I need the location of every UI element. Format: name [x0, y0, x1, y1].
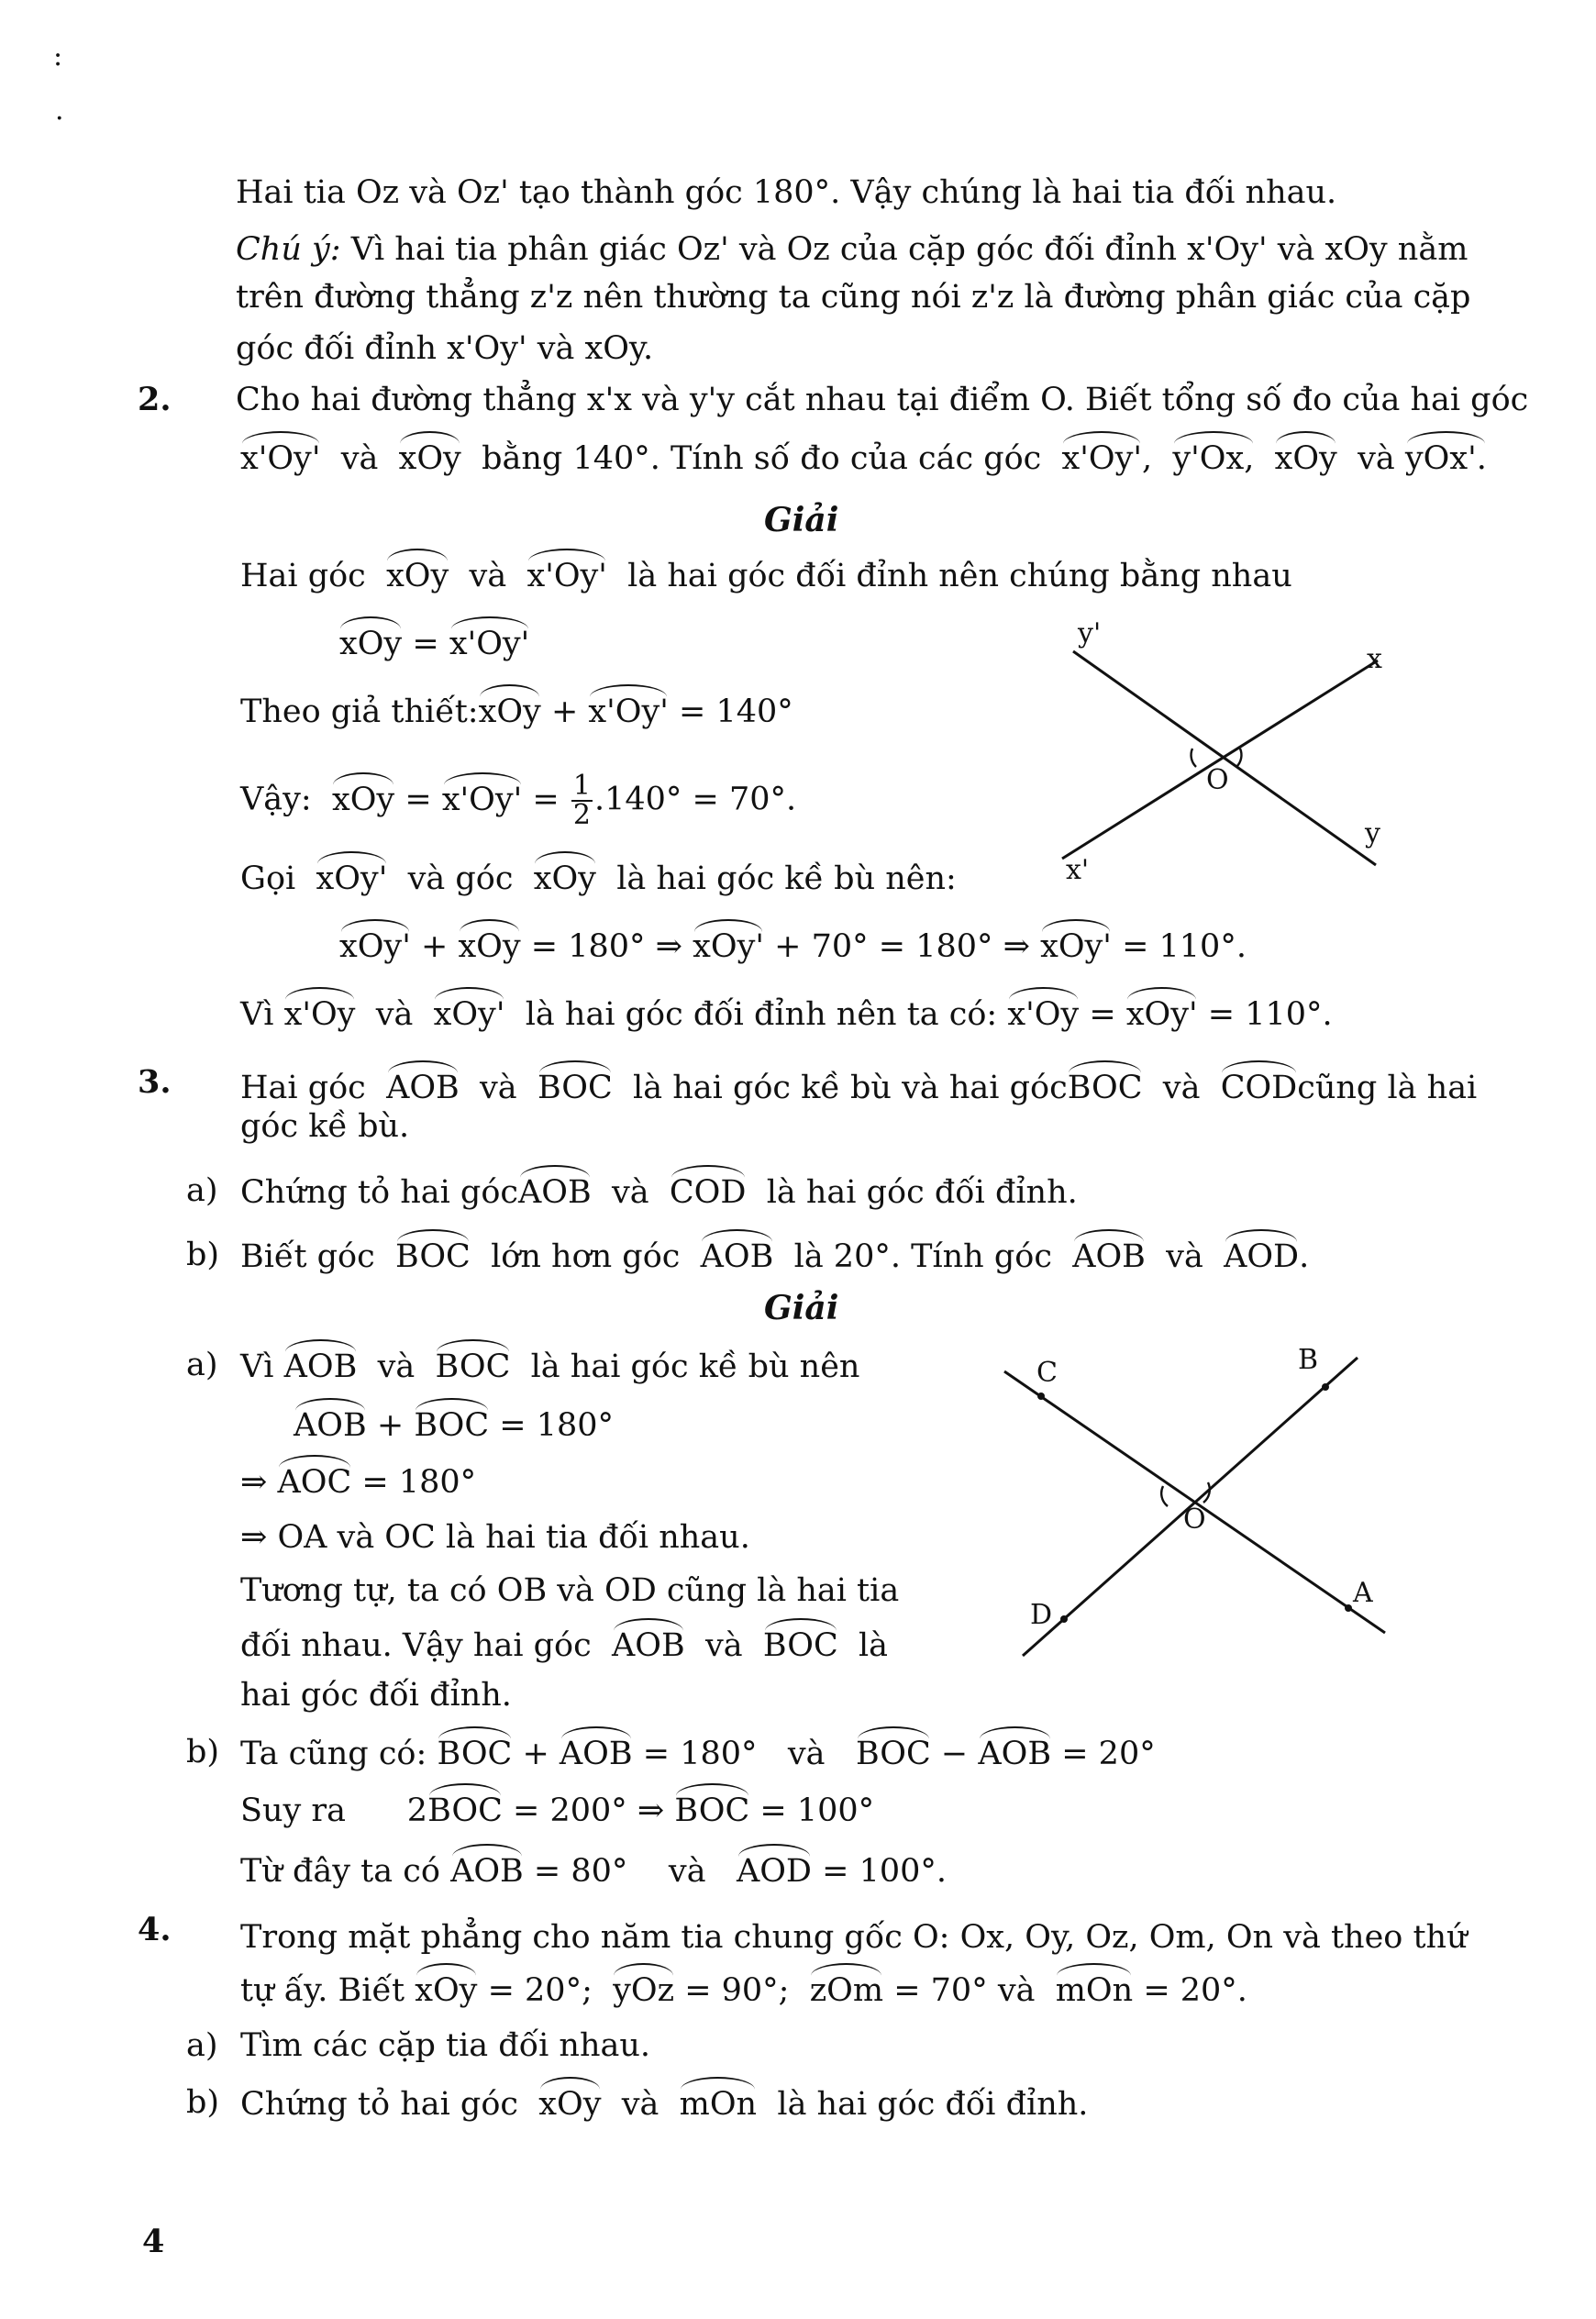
p3-sol-a-line-7: hai góc đối đỉnh. [240, 1677, 512, 1714]
label-d: D [1030, 1599, 1053, 1631]
intro-line-1: Hai tia Oz và Oz' tạo thành góc 180°. Vậy chúng là hai tia đối nhau. [236, 174, 1337, 211]
problem-2-number: 2. [138, 381, 172, 418]
label-c: C [1036, 1357, 1058, 1389]
fraction-one-half: $\frac{1}{2}$ [572, 770, 591, 831]
p2-sol-line-6: xOy' + xOy = 180° ⇒ xOy' + 70° = 180° ⇒ xOy' = 110°. [339, 925, 1247, 967]
intro-line-2: Chú ý: Vì hai tia phân giác Oz' và Oz của cặp góc đối đỉnh x'Oy' và xOy nằm [236, 231, 1469, 268]
problem-4-number: 4. [138, 1911, 172, 1948]
p2-sol-line-4: Vậy: xOy = x'Oy' = $\frac{1}{2}$ .140° = 70°. [240, 770, 797, 831]
note-label: Chú ý: [236, 231, 341, 268]
label-x: x [1367, 643, 1382, 675]
p4-question-line-2: tự ấy. Biết xOy = 20°; yOz = 90°; zOm = 70° và mOn = 20°. [240, 1969, 1247, 2011]
p4-question-a: Tìm các cặp tia đối nhau. [240, 2027, 651, 2064]
point-c [1037, 1393, 1045, 1400]
p2-question-line-2: x'Oy' và xOy bằng 140°. Tính số đo của các góc x'Oy', y'Ox, xOy và yOx'. [240, 437, 1487, 479]
label-x-prime: x' [1066, 854, 1090, 886]
p3-qa-label: a) [186, 1172, 218, 1209]
p3-sol-a-line-2: AOB + BOC = 180° [294, 1404, 614, 1446]
label-y: y [1365, 817, 1380, 849]
p4-qb-label: b) [186, 2084, 220, 2121]
p3-sol-a-line-1: Vì AOB và BOC là hai góc kề bù nên [240, 1345, 859, 1387]
margin-dots: : [53, 40, 63, 72]
p3-solution-heading: Giải [764, 1289, 839, 1327]
page-number: 4 [142, 2223, 165, 2260]
figure-vertical-angles-abcd [991, 1321, 1413, 1688]
angle-arc-right [1236, 749, 1241, 767]
label-y-prime: y' [1078, 617, 1102, 649]
label-b: B [1298, 1344, 1319, 1376]
intro-line-3: trên đường thẳng z'z nên thường ta cũng nói z'z là đường phân giác của cặp [236, 279, 1471, 316]
p2-sol-line-3: Theo giả thiết:xOy + x'Oy' = 140° [240, 690, 793, 732]
p3-question-b: Biết góc BOC lớn hơn góc AOB là 20°. Tính góc AOB và AOD. [240, 1235, 1309, 1277]
p3-question-a: Chứng tỏ hai gócAOB và COD là hai góc đối đỉnh. [240, 1171, 1078, 1213]
p3-sa-label: a) [186, 1347, 218, 1383]
p2-sol-line-1: Hai góc xOy và x'Oy' là hai góc đối đỉnh nên chúng bằng nhau [240, 554, 1292, 596]
intro-line-4: góc đối đỉnh x'Oy' và xOy. [236, 330, 654, 367]
p3-sol-a-line-5: Tương tự, ta có OB và OD cũng là hai tia [240, 1572, 900, 1609]
line-xx-prime [1062, 660, 1378, 859]
p4-question-b: Chứng tỏ hai góc xOy và mOn là hai góc đối đỉnh. [240, 2082, 1088, 2125]
p2-sol-line-2: xOy = x'Oy' [339, 622, 529, 664]
figure-vertical-angles-xy [1036, 615, 1403, 890]
point-a [1345, 1604, 1352, 1612]
label-o: O [1206, 764, 1229, 796]
point-b [1322, 1383, 1329, 1391]
margin-dot: · [55, 103, 64, 135]
p3-sol-a-line-4: ⇒ OA và OC là hai tia đối nhau. [240, 1519, 750, 1556]
p4-question-line-1: Trong mặt phẳng cho năm tia chung gốc O: Ox, Oy, Oz, Om, On và theo thứ [240, 1919, 1468, 1956]
p3-sol-a-line-3: ⇒ AOC = 180° [240, 1460, 476, 1503]
p3-sol-b-line-3: Từ đây ta có AOB = 80° và AOD = 100°. [240, 1849, 947, 1892]
p3-sol-b-line-2: Suy ra 2BOC = 200° ⇒ BOC = 100° [240, 1789, 874, 1831]
p2-solution-heading: Giải [764, 501, 839, 539]
p3-question-line-1: Hai góc AOB và BOC là hai góc kề bù và hai gócBOC và CODcũng là hai [240, 1066, 1477, 1108]
p3-qb-label: b) [186, 1237, 220, 1273]
p2-question-line-1: Cho hai đường thẳng x'x và y'y cắt nhau tại điểm O. Biết tổng số đo của hai góc [236, 382, 1529, 418]
p3-question-line-2: góc kề bù. [240, 1108, 410, 1145]
problem-3-number: 3. [138, 1063, 172, 1101]
p2-sol-line-7: Vì x'Oy và xOy' là hai góc đối đỉnh nên ta có: x'Oy = xOy' = 110°. [240, 993, 1333, 1035]
p3-sol-a-line-6: đối nhau. Vậy hai góc AOB và BOC là [240, 1624, 888, 1666]
label-o: O [1183, 1503, 1206, 1536]
p3-sb-label: b) [186, 1734, 220, 1770]
p3-sol-b-line-1: Ta cũng có: BOC + AOB = 180° và BOC − AOB = 20° [240, 1732, 1156, 1774]
label-a: A [1353, 1577, 1373, 1609]
p4-qa-label: a) [186, 2027, 218, 2064]
point-d [1060, 1615, 1068, 1623]
angle-arc-left [1161, 1486, 1168, 1506]
p2-sol-line-5: Gọi xOy' và góc xOy là hai góc kề bù nên: [240, 857, 957, 899]
angle-arc-left [1191, 749, 1196, 767]
